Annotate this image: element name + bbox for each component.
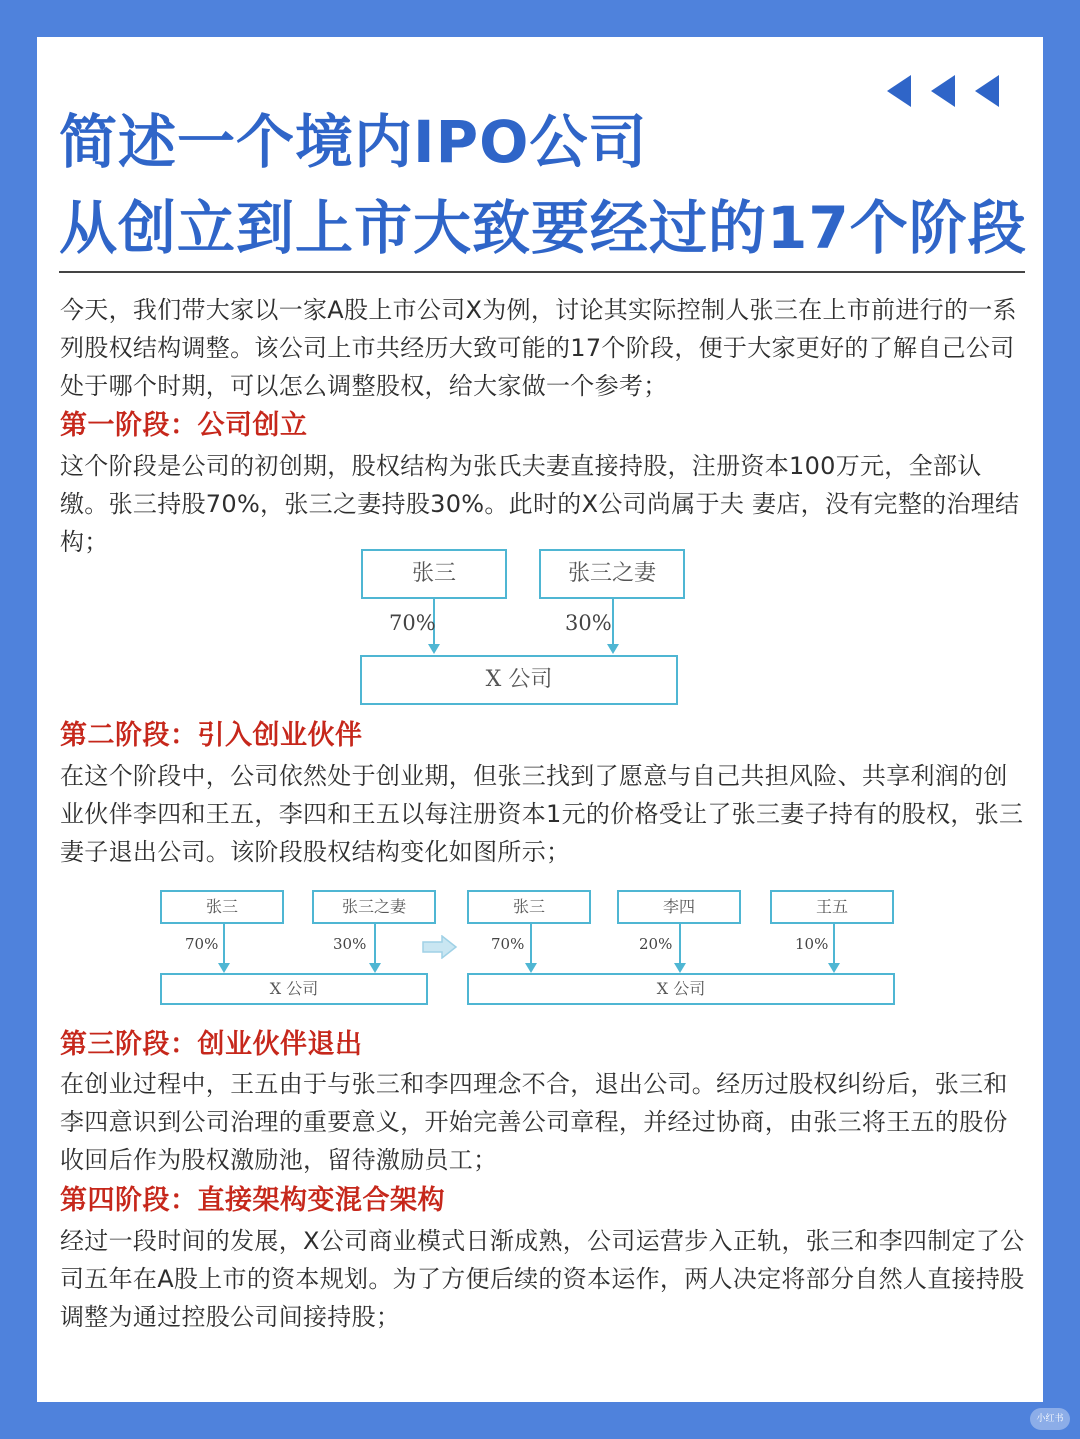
arrow-down-icon	[369, 963, 381, 973]
arrow-down-icon	[218, 963, 230, 973]
triangle-left-icon	[931, 75, 955, 107]
ownership-line	[833, 924, 835, 964]
intro-paragraph: 今天，我们带大家以一家A股上市公司X为例，讨论其实际控制人张三在上市前进行的一系列股权结构调整。该公司上市共经历大致可能的17个阶段，便于大家更好的了解自己公司处于哪个时期，可以怎么调整股权，给大家做一个参考；	[60, 296, 1017, 400]
holder-box: 李四	[617, 890, 741, 924]
stage-1-heading: 第一阶段：公司创立	[60, 410, 308, 441]
arrow-down-icon	[674, 963, 686, 973]
stage-4-text: 经过一段时间的发展，X公司商业模式日渐成熟，公司运营步入正轨，张三和李四制定了公司五年在A股上市的资本规划。为了方便后续的资本运作，两人决定将部分自然人直接持股调整为通过控股公司间接持股；	[60, 1227, 1025, 1331]
holder-box: 张三之妻	[312, 890, 436, 924]
title-line-1: 简述一个境内IPO公司	[59, 108, 648, 176]
stage-4-heading: 第四阶段：直接架构变混合架构	[60, 1185, 445, 1216]
stage-3-heading: 第三阶段：创业伙伴退出	[60, 1029, 363, 1060]
arrow-down-icon	[525, 963, 537, 973]
title-divider	[59, 271, 1025, 273]
watermark-badge: 小红书	[1030, 1408, 1070, 1430]
holder-box: 张三之妻	[539, 549, 685, 599]
arrow-down-icon	[828, 963, 840, 973]
share-percent: 30%	[333, 935, 367, 953]
share-percent: 30%	[565, 611, 612, 635]
ownership-line	[612, 599, 614, 645]
ownership-line	[374, 924, 376, 964]
company-box: X 公司	[467, 973, 895, 1005]
share-percent: 10%	[795, 935, 829, 953]
share-percent: 70%	[389, 611, 436, 635]
transition-arrow-icon	[422, 935, 458, 959]
back-arrows[interactable]	[887, 75, 1007, 111]
title-line-2: 从创立到上市大致要经过的17个阶段	[59, 194, 1027, 262]
company-box: X 公司	[360, 655, 678, 705]
stage-2-heading: 第二阶段：引入创业伙伴	[60, 720, 363, 751]
share-percent: 70%	[491, 935, 525, 953]
holder-box: 张三	[160, 890, 284, 924]
holder-box: 王五	[770, 890, 894, 924]
ownership-line	[223, 924, 225, 964]
stage-3-text: 在创业过程中，王五由于与张三和李四理念不合，退出公司。经历过股权纠纷后，张三和李四意识到公司治理的重要意义，开始完善公司章程，并经过协商，由张三将王五的股份收回后作为股权激励池，留待激励员工；	[60, 1070, 1008, 1174]
share-percent: 20%	[639, 935, 673, 953]
triangle-left-icon	[975, 75, 999, 107]
stage-2-text: 在这个阶段中，公司依然处于创业期，但张三找到了愿意与自己共担风险、共享利润的创业伙伴李四和王五，李四和王五以每注册资本1元的价格受让了张三妻子持有的股权，张三妻子退出公司。该阶段股权结构变化如图所示；	[60, 762, 1024, 866]
triangle-left-icon	[887, 75, 911, 107]
share-percent: 70%	[185, 935, 219, 953]
holder-box: 张三	[467, 890, 591, 924]
ownership-line	[530, 924, 532, 964]
arrow-down-icon	[607, 644, 619, 654]
holder-box: 张三	[361, 549, 507, 599]
stage-1-text: 这个阶段是公司的初创期，股权结构为张氏夫妻直接持股，注册资本100万元，全部认缴。张三持股70%，张三之妻持股30%。此时的X公司尚属于夫 妻店，没有完整的治理结构；	[60, 452, 1020, 556]
ownership-line	[679, 924, 681, 964]
content-card	[37, 37, 1043, 1402]
company-box: X 公司	[160, 973, 428, 1005]
arrow-down-icon	[428, 644, 440, 654]
